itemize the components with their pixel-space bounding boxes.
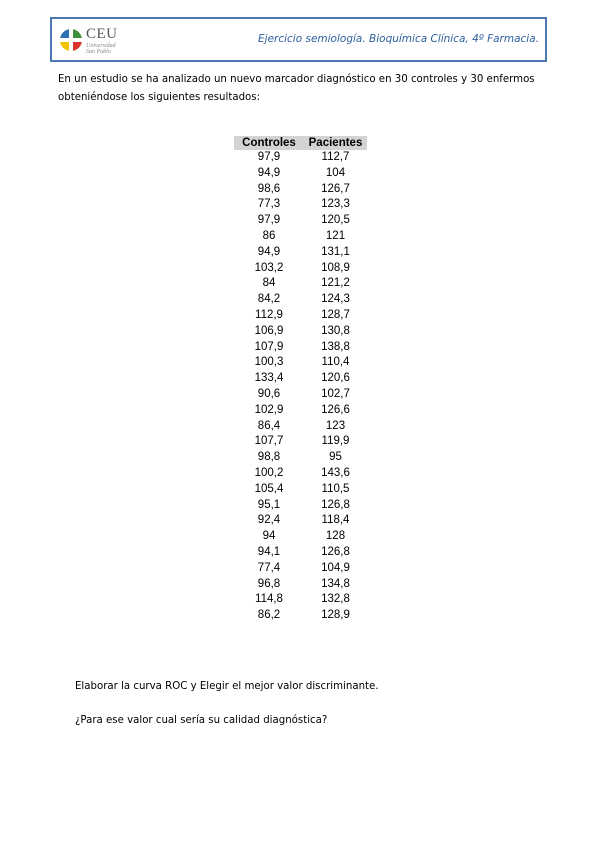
controles-cell: 114,8 [255,593,283,606]
pacientes-cell: 123 [325,419,346,432]
pacientes-cell: 128,7 [321,308,350,321]
pacientes-cell: 104,9 [321,561,350,574]
pacientes-cell: 108,9 [321,261,350,274]
controles-cell: 96,8 [257,577,281,590]
table-row [234,308,367,324]
question-2: ¿Para ese valor cual sería su calidad diagnóstica? [75,715,328,726]
table-row [234,355,367,371]
table-row [234,387,367,403]
controles-cell: 94,9 [257,245,281,258]
controles-cell: 107,9 [254,340,284,353]
pacientes-cell: 132,8 [321,593,350,606]
table-row [234,482,367,498]
table-row [234,324,367,340]
pacientes-cell: 124,3 [321,293,350,306]
controles-cell: 94 [262,530,276,543]
pacientes-cell: 118,4 [321,514,350,527]
pacientes-cell: 126,7 [321,182,350,195]
column-header-controles: Controles [234,136,304,150]
table-row [234,292,367,308]
controles-cell: 86 [262,229,276,242]
logo-text: CEU [86,26,118,42]
logo-subtitle [86,43,116,55]
controles-cell: 94,9 [257,166,281,179]
table-row [234,150,367,166]
table-row [234,419,367,435]
table-row [234,340,367,356]
table-row [234,561,367,577]
controles-cell: 105,4 [254,482,284,495]
table-row [234,529,367,545]
pacientes-cell: 126,8 [321,498,350,511]
table-row [234,498,367,514]
pacientes-cell: 120,5 [321,214,350,227]
column-header-pacientes: Pacientes [304,136,367,150]
ceu-logo-icon [59,28,83,52]
pacientes-cell: 131,1 [321,245,350,258]
pacientes-cell: 130,8 [321,324,350,337]
controles-cell: 77,4 [257,561,281,574]
table-row [234,197,367,213]
pacientes-cell: 95 [329,451,342,464]
controles-cell: 95,1 [257,498,281,511]
table-row [234,182,367,198]
table-row [234,577,367,593]
pacientes-cell: 128,9 [321,609,350,622]
table-row [234,245,367,261]
controles-cell: 97,9 [257,151,281,163]
controles-cell: 92,4 [257,514,281,527]
pacientes-cell: 102,7 [321,387,350,400]
pacientes-cell: 143,6 [321,466,350,479]
table-row [234,608,367,624]
controles-cell: 98,6 [257,182,281,195]
table-row [234,466,367,482]
pacientes-cell: 126,6 [321,403,350,416]
controles-cell: 107,7 [254,435,284,448]
results-table [234,136,367,624]
controles-cell: 100,2 [254,466,284,479]
pacientes-cell: 120,6 [321,372,350,385]
logo-subtitle-line1: Universidad [86,43,116,49]
table-row [234,545,367,561]
pacientes-cell: 121 [325,229,346,242]
ceu-logo [59,26,149,58]
pacientes-cell: 123,3 [321,198,350,211]
table-body [234,150,367,624]
table-header-row [234,136,367,150]
intro-line-1: En un estudio se ha analizado un nuevo marcador diagnóstico en 30 controles y 30 enfermos [58,74,535,85]
page-header [50,17,547,62]
pacientes-cell: 126,8 [321,545,350,558]
table-row [234,166,367,182]
intro-line-2: obteniéndose los siguientes resultados: [58,92,261,103]
controles-cell: 77,3 [257,198,281,211]
question-1: Elaborar la curva ROC y Elegir el mejor valor discriminante. [75,681,379,692]
pacientes-cell: 119,9 [321,435,350,448]
table-row [234,592,367,608]
table-row [234,261,367,277]
pacientes-cell: 104 [325,166,346,179]
table-row [234,434,367,450]
pacientes-cell: 128 [325,530,346,543]
controles-cell: 94,1 [257,545,281,558]
controles-cell: 98,8 [257,451,281,464]
pacientes-cell: 138,8 [321,340,350,353]
table-row [234,403,367,419]
controles-cell: 86,2 [257,609,281,622]
controles-cell: 86,4 [257,419,281,432]
controles-cell: 133,4 [254,372,284,385]
pacientes-cell: 110,4 [321,356,350,369]
controles-cell: 106,9 [254,324,284,337]
table-row [234,229,367,245]
table-row [234,513,367,529]
controles-cell: 103,2 [254,261,284,274]
controles-cell: 112,9 [255,308,283,321]
pacientes-cell: 112,7 [321,151,350,163]
table-row [234,276,367,292]
controles-cell: 84,2 [257,293,281,306]
intro-paragraph [58,71,538,107]
pacientes-cell: 134,8 [321,577,350,590]
controles-cell: 97,9 [257,214,281,227]
controles-cell: 100,3 [254,356,284,369]
logo-subtitle-line2: San Pablo [86,49,111,55]
pacientes-cell: 121,2 [321,277,350,290]
header-title: Ejercicio semiología. Bioquímica Clínica, 4º Farmacia. [258,33,539,45]
controles-cell: 84 [262,277,276,290]
table-row [234,213,367,229]
table-row [234,450,367,466]
pacientes-cell: 110,5 [321,482,350,495]
controles-cell: 90,6 [257,387,281,400]
controles-cell: 102,9 [254,403,284,416]
table-row [234,371,367,387]
